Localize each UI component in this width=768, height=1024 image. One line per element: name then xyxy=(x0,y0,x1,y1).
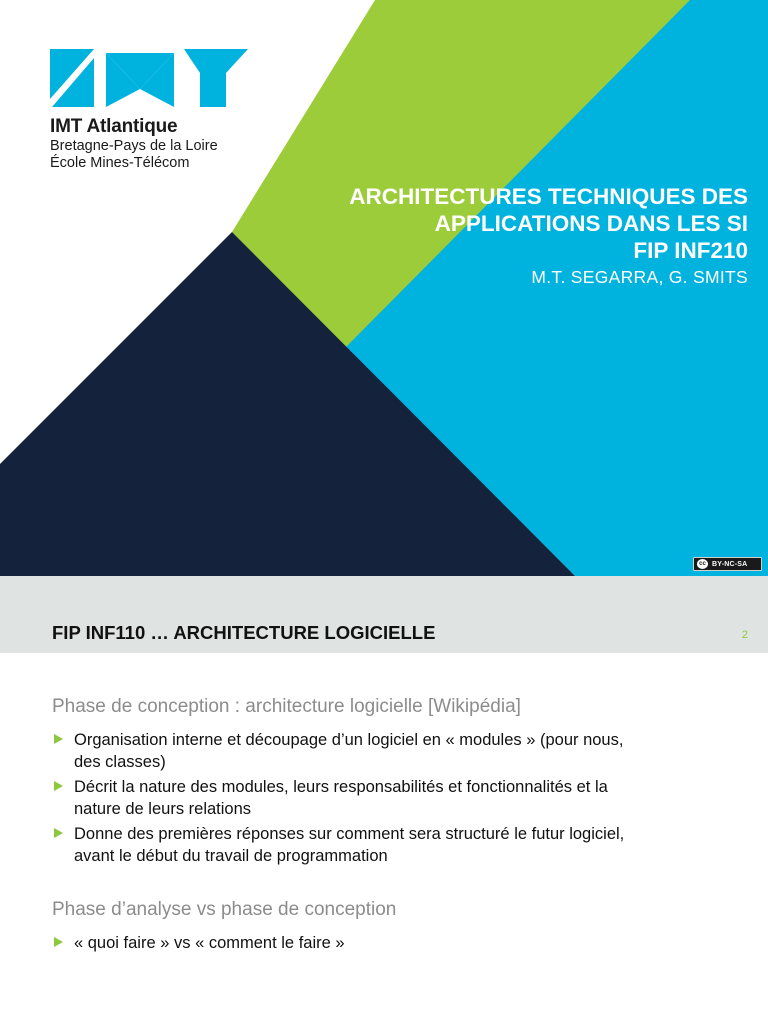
triangle-bullet-icon xyxy=(54,828,63,838)
bullet-list-analysis xyxy=(52,932,742,957)
section-title-analysis: Phase d’analyse vs phase de conception xyxy=(52,899,397,920)
section-title-conception: Phase de conception : architecture logicielle [Wikipédia] xyxy=(52,696,521,717)
org-subtitle-line2: École Mines-Télécom xyxy=(50,155,190,171)
bullet-text-line2: avant le début du travail de programmation xyxy=(74,847,388,865)
list-item xyxy=(52,823,742,867)
list-item xyxy=(52,776,742,820)
imt-logo-icon xyxy=(50,49,250,112)
authors: M.T. SEGARRA, G. SMITS xyxy=(531,267,748,287)
list-item xyxy=(52,729,742,773)
title-line-1: ARCHITECTURES TECHNIQUES DES xyxy=(349,184,748,209)
triangle-bullet-icon xyxy=(54,781,63,791)
bullet-list-conception xyxy=(52,729,742,870)
bullet-text-line1: Organisation interne et découpage d’un logiciel en « modules » (pour nous, xyxy=(74,731,624,749)
slide-header xyxy=(0,576,768,653)
slide-title: FIP INF110 … ARCHITECTURE LOGICIELLE xyxy=(52,622,436,643)
page-number: 2 xyxy=(741,629,748,641)
bullet-text-line2: des classes) xyxy=(74,753,166,771)
title-line-2: APPLICATIONS DANS LES SI xyxy=(434,211,748,236)
list-item xyxy=(52,932,742,954)
license-text: BY-NC-SA xyxy=(712,560,748,568)
bullet-text-line2: nature de leurs relations xyxy=(74,800,252,818)
license-badge xyxy=(693,557,762,571)
presentation-title xyxy=(228,183,748,289)
bullet-text-line1: « quoi faire » vs « comment le faire » xyxy=(74,934,345,952)
bullet-text-line1: Décrit la nature des modules, leurs responsabilités et fonctionnalités et la xyxy=(74,778,608,796)
org-subtitle-line1: Bretagne-Pays de la Loire xyxy=(50,138,218,154)
bullet-text-line1: Donne des premières réponses sur comment sera structuré le futur logiciel, xyxy=(74,825,625,843)
triangle-bullet-icon xyxy=(54,734,63,744)
creative-commons-icon: cc xyxy=(697,559,708,569)
content-slide xyxy=(0,576,768,1024)
org-name: IMT Atlantique xyxy=(50,116,178,137)
title-line-3: FIP INF210 xyxy=(633,238,748,263)
triangle-bullet-icon xyxy=(54,937,63,947)
